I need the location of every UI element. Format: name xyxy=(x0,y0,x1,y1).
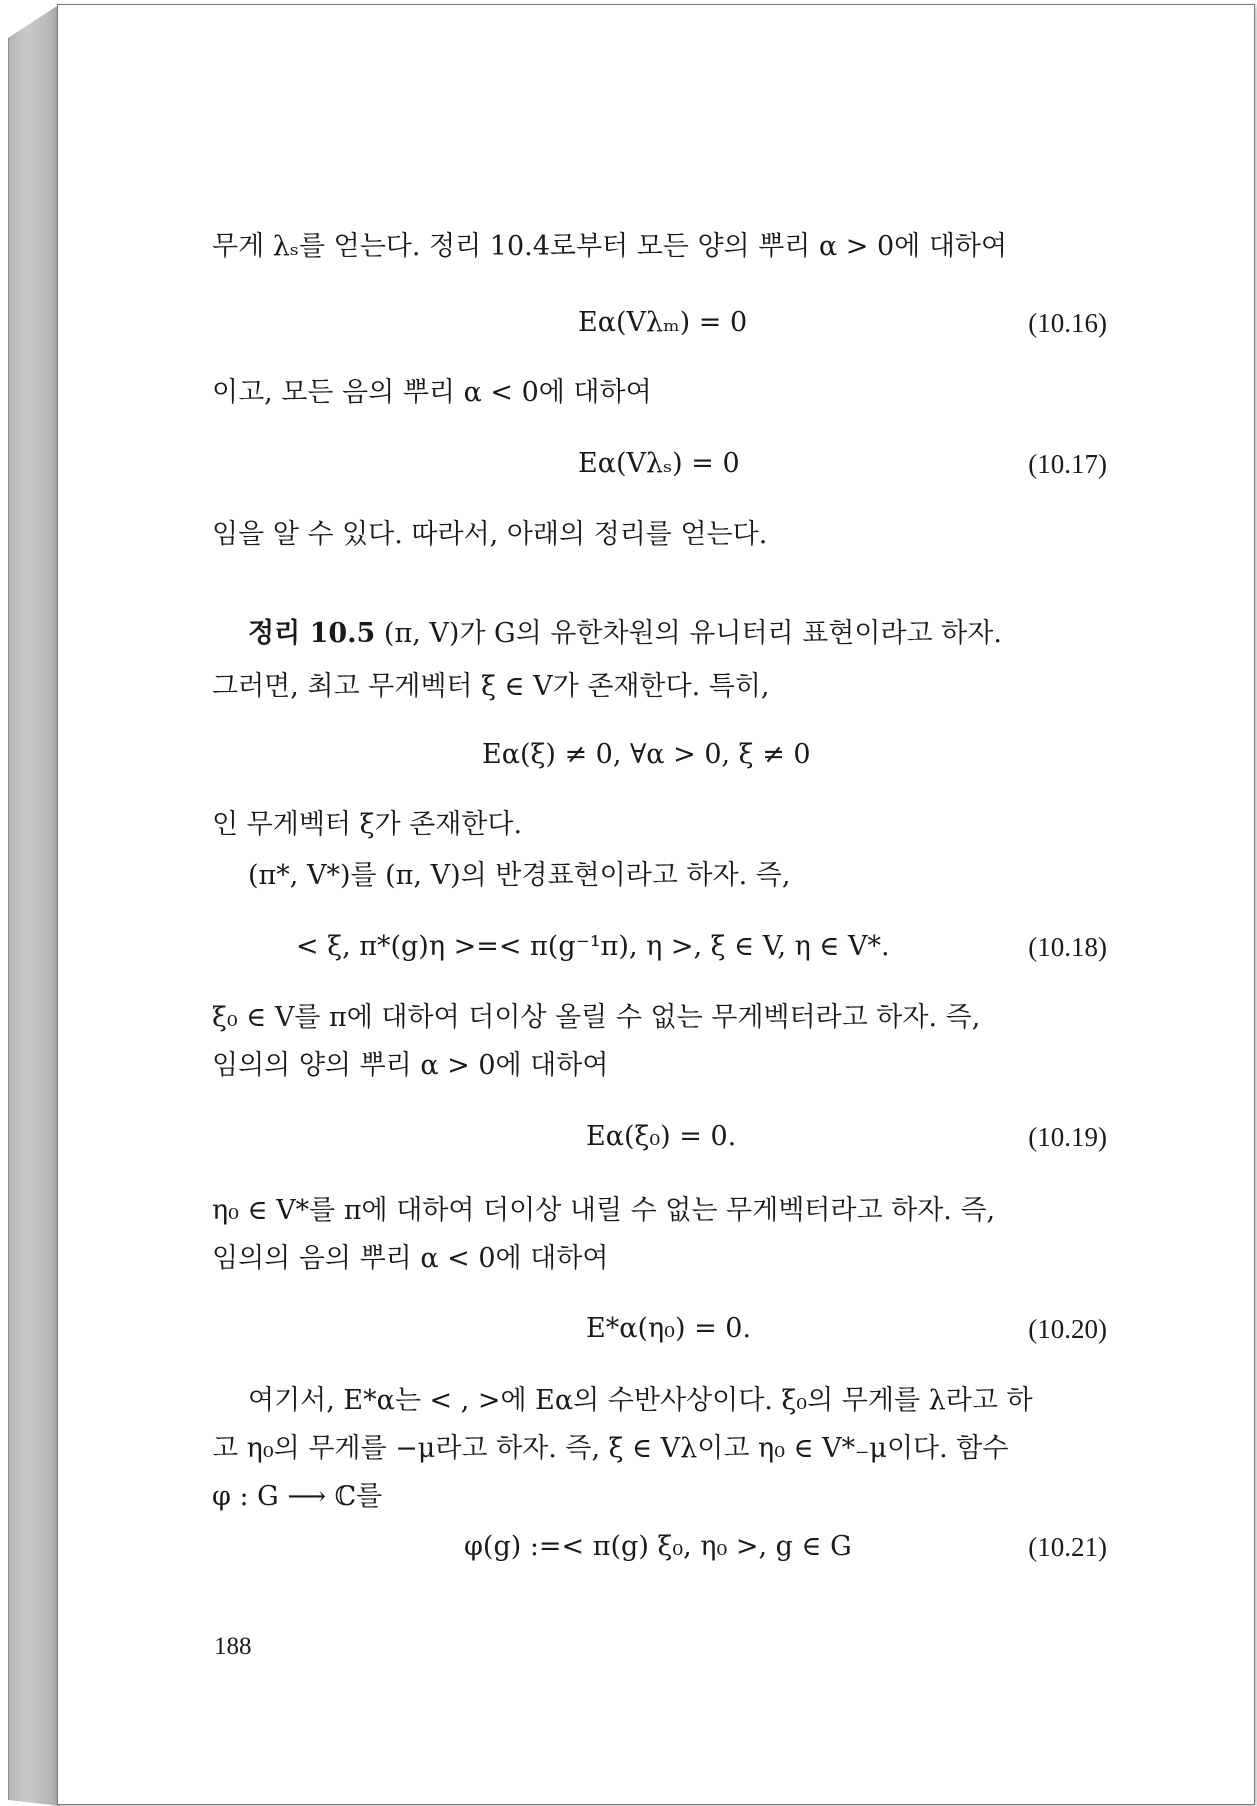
book-spine xyxy=(8,4,60,1806)
equation-number-10-21: (10.21) xyxy=(1028,1532,1107,1562)
page-number: 188 xyxy=(214,1633,252,1660)
theorem-line xyxy=(248,617,1002,651)
theorem-label: 정리 10.5 xyxy=(248,618,376,649)
equation-number-10-20: (10.20) xyxy=(1028,1314,1107,1344)
text-line-1: 무게 λₛ를 얻는다. 정리 10.4로부터 모든 양의 뿌리 α > 0에 대하여 xyxy=(212,231,1008,262)
equation-10-19: Eα(ξ₀) = 0. xyxy=(586,1121,737,1152)
text-line-5: 그러면, 최고 무게벡터 ξ ∈ V가 존재한다. 특히, xyxy=(212,671,770,702)
text-line-6: 인 무게벡터 ξ가 존재한다. xyxy=(212,809,523,840)
text-line-7: (π*, V*)를 (π, V)의 반경표현이라고 하자. 즉, xyxy=(248,860,791,891)
text-line-9: 임의의 양의 뿌리 α > 0에 대하여 xyxy=(212,1050,609,1081)
text-line-13: 고 η₀의 무게를 −μ라고 하자. 즉, ξ ∈ Vλ이고 η₀ ∈ V*₋μ이다. 함수 xyxy=(212,1433,1009,1464)
equation-number-10-18: (10.18) xyxy=(1028,932,1107,962)
text-line-12: 여기서, E*α는 < , >에 Eα의 수반사상이다. ξ₀의 무게를 λ라고 하 xyxy=(248,1385,1033,1416)
text-line-11: 임의의 음의 뿌리 α < 0에 대하여 xyxy=(212,1243,609,1274)
equation-number-10-19: (10.19) xyxy=(1028,1122,1107,1152)
text-line-2: 이고, 모든 음의 뿌리 α < 0에 대하여 xyxy=(212,377,652,408)
theorem-equation: Eα(ξ) ≠ 0, ∀α > 0, ξ ≠ 0 xyxy=(482,739,811,770)
text-line-14: φ : G ⟶ ℂ를 xyxy=(212,1481,383,1512)
text-line-8: ξ₀ ∈ V를 π에 대하여 더이상 올릴 수 없는 무게벡터라고 하자. 즉, xyxy=(212,1002,981,1033)
text-line-3: 임을 알 수 있다. 따라서, 아래의 정리를 얻는다. xyxy=(212,519,768,550)
equation-10-17: Eα(Vλₛ) = 0 xyxy=(578,448,740,479)
text-line-10: η₀ ∈ V*를 π에 대하여 더이상 내릴 수 없는 무게벡터라고 하자. 즉, xyxy=(212,1195,996,1226)
theorem-text: (π, V)가 G의 유한차원의 유니터리 표현이라고 하자. xyxy=(375,618,1002,649)
equation-number-10-16: (10.16) xyxy=(1028,308,1107,338)
equation-10-18: < ξ, π*(g)η >=< π(g⁻¹π), η >, ξ ∈ V, η ∈ V*. xyxy=(296,931,890,962)
equation-10-16: Eα(Vλₘ) = 0 xyxy=(578,307,748,338)
equation-number-10-17: (10.17) xyxy=(1028,449,1107,479)
equation-10-20: E*α(η₀) = 0. xyxy=(586,1313,752,1344)
equation-10-21: φ(g) :=< π(g) ξ₀, η₀ >, g ∈ G xyxy=(464,1531,852,1562)
